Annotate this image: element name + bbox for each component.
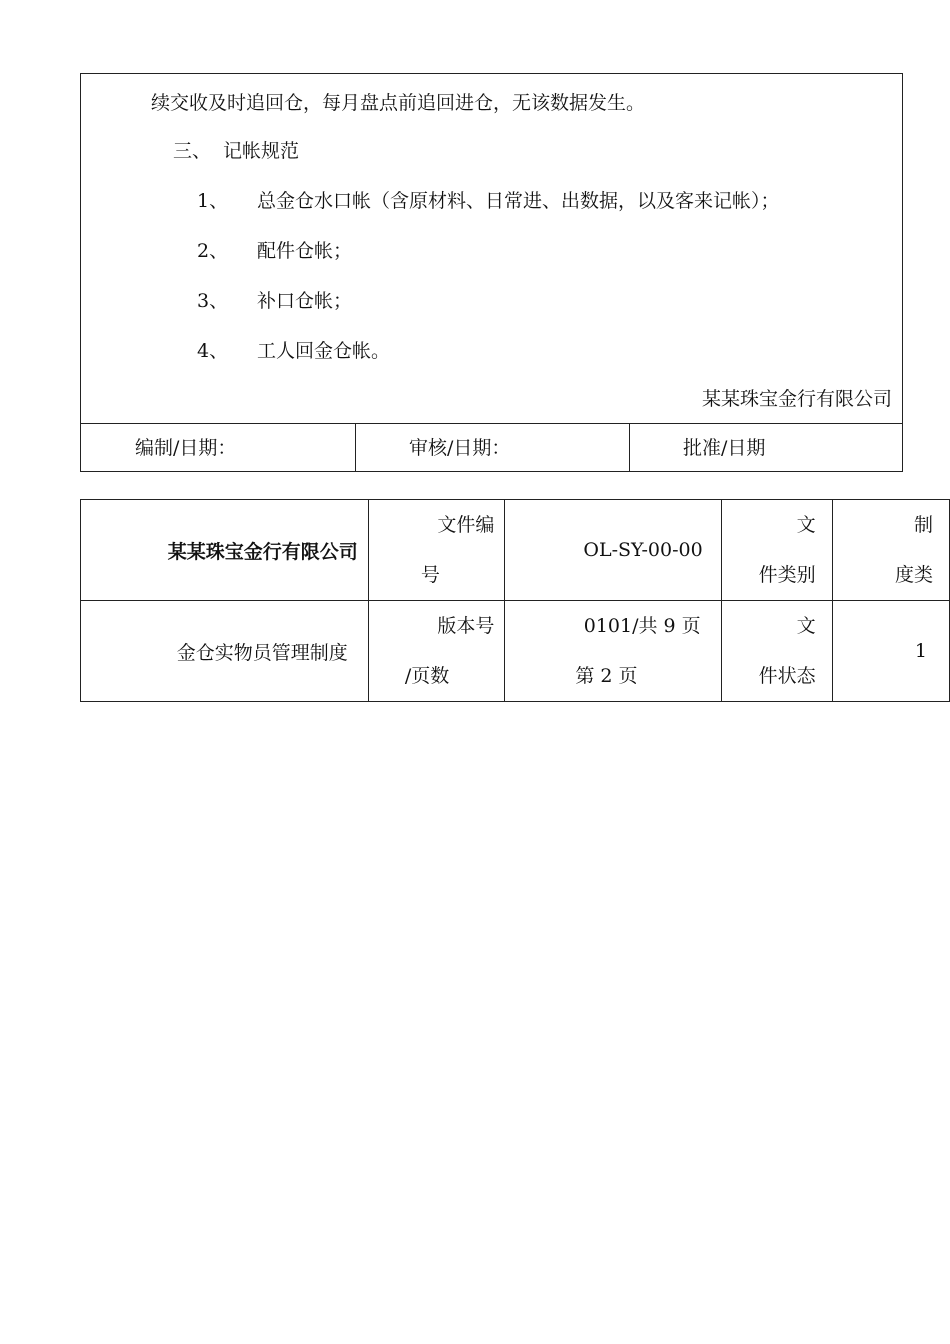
list-item-number: 1、	[197, 190, 229, 212]
version-value-line2: 第 2 页	[575, 665, 638, 687]
list-item-text: 总金仓水口帐（含原材料、日常进、出数据，以及客来记帐）；	[257, 190, 780, 212]
file-no-label-line1: 文件编	[437, 514, 495, 536]
reviewed-by-label: 审核/日期：	[409, 437, 511, 459]
status-label-cell	[721, 601, 832, 702]
file-no-value-cell	[505, 500, 721, 601]
version-label-line2: /页数	[404, 665, 450, 687]
continuation-text: 续交收及时追回仓，每月盘点前追回进仓，无该数据发生。	[151, 92, 646, 114]
status-value-cell	[832, 601, 949, 702]
list-item-number: 3、	[197, 290, 229, 312]
signoff-divider	[629, 424, 630, 472]
version-label-cell	[368, 601, 505, 702]
status-value: 1	[914, 640, 927, 662]
file-no-label-cell	[368, 500, 505, 601]
file-type-label-line1: 文	[796, 514, 816, 536]
file-type-label-cell	[721, 500, 832, 601]
section-title: 记帐规范	[223, 140, 300, 162]
file-type-value-line2: 度类	[894, 564, 933, 586]
list-item-text: 配件仓帐；	[257, 240, 353, 262]
version-value-cell	[505, 601, 721, 702]
company-name-cell	[81, 500, 369, 601]
status-label-line1: 文	[796, 615, 816, 637]
section-number: 三、	[173, 140, 212, 162]
header-row	[81, 500, 950, 601]
version-value-line1: 0101/共 9 页	[583, 615, 701, 637]
company-name: 某某珠宝金行有限公司	[167, 540, 358, 563]
content-frame	[80, 73, 903, 472]
list-item-text: 补口仓帐；	[257, 290, 353, 312]
list-item-number: 4、	[197, 340, 229, 362]
file-type-value-line1: 制	[913, 514, 933, 536]
file-type-label-line2: 件类别	[758, 564, 816, 586]
header-row	[81, 601, 950, 702]
list-item-number: 2、	[197, 240, 229, 262]
doc-title: 金仓实物员管理制度	[176, 641, 348, 664]
list-item-text: 工人回金仓帐。	[257, 340, 391, 362]
file-type-value-cell	[832, 500, 949, 601]
version-label-line1: 版本号	[437, 615, 495, 637]
file-no-value: OL-SY-00-00	[583, 539, 703, 561]
signoff-divider	[355, 424, 356, 472]
company-signature: 某某珠宝金行有限公司	[701, 388, 892, 410]
approved-by-label: 批准/日期	[683, 437, 766, 459]
status-label-line2: 件状态	[758, 665, 816, 687]
file-no-label-line2: 号	[420, 564, 440, 586]
document-header-table	[80, 499, 950, 702]
doc-title-cell	[81, 601, 369, 702]
signoff-row	[81, 423, 902, 472]
prepared-by-label: 编制/日期：	[135, 437, 237, 459]
